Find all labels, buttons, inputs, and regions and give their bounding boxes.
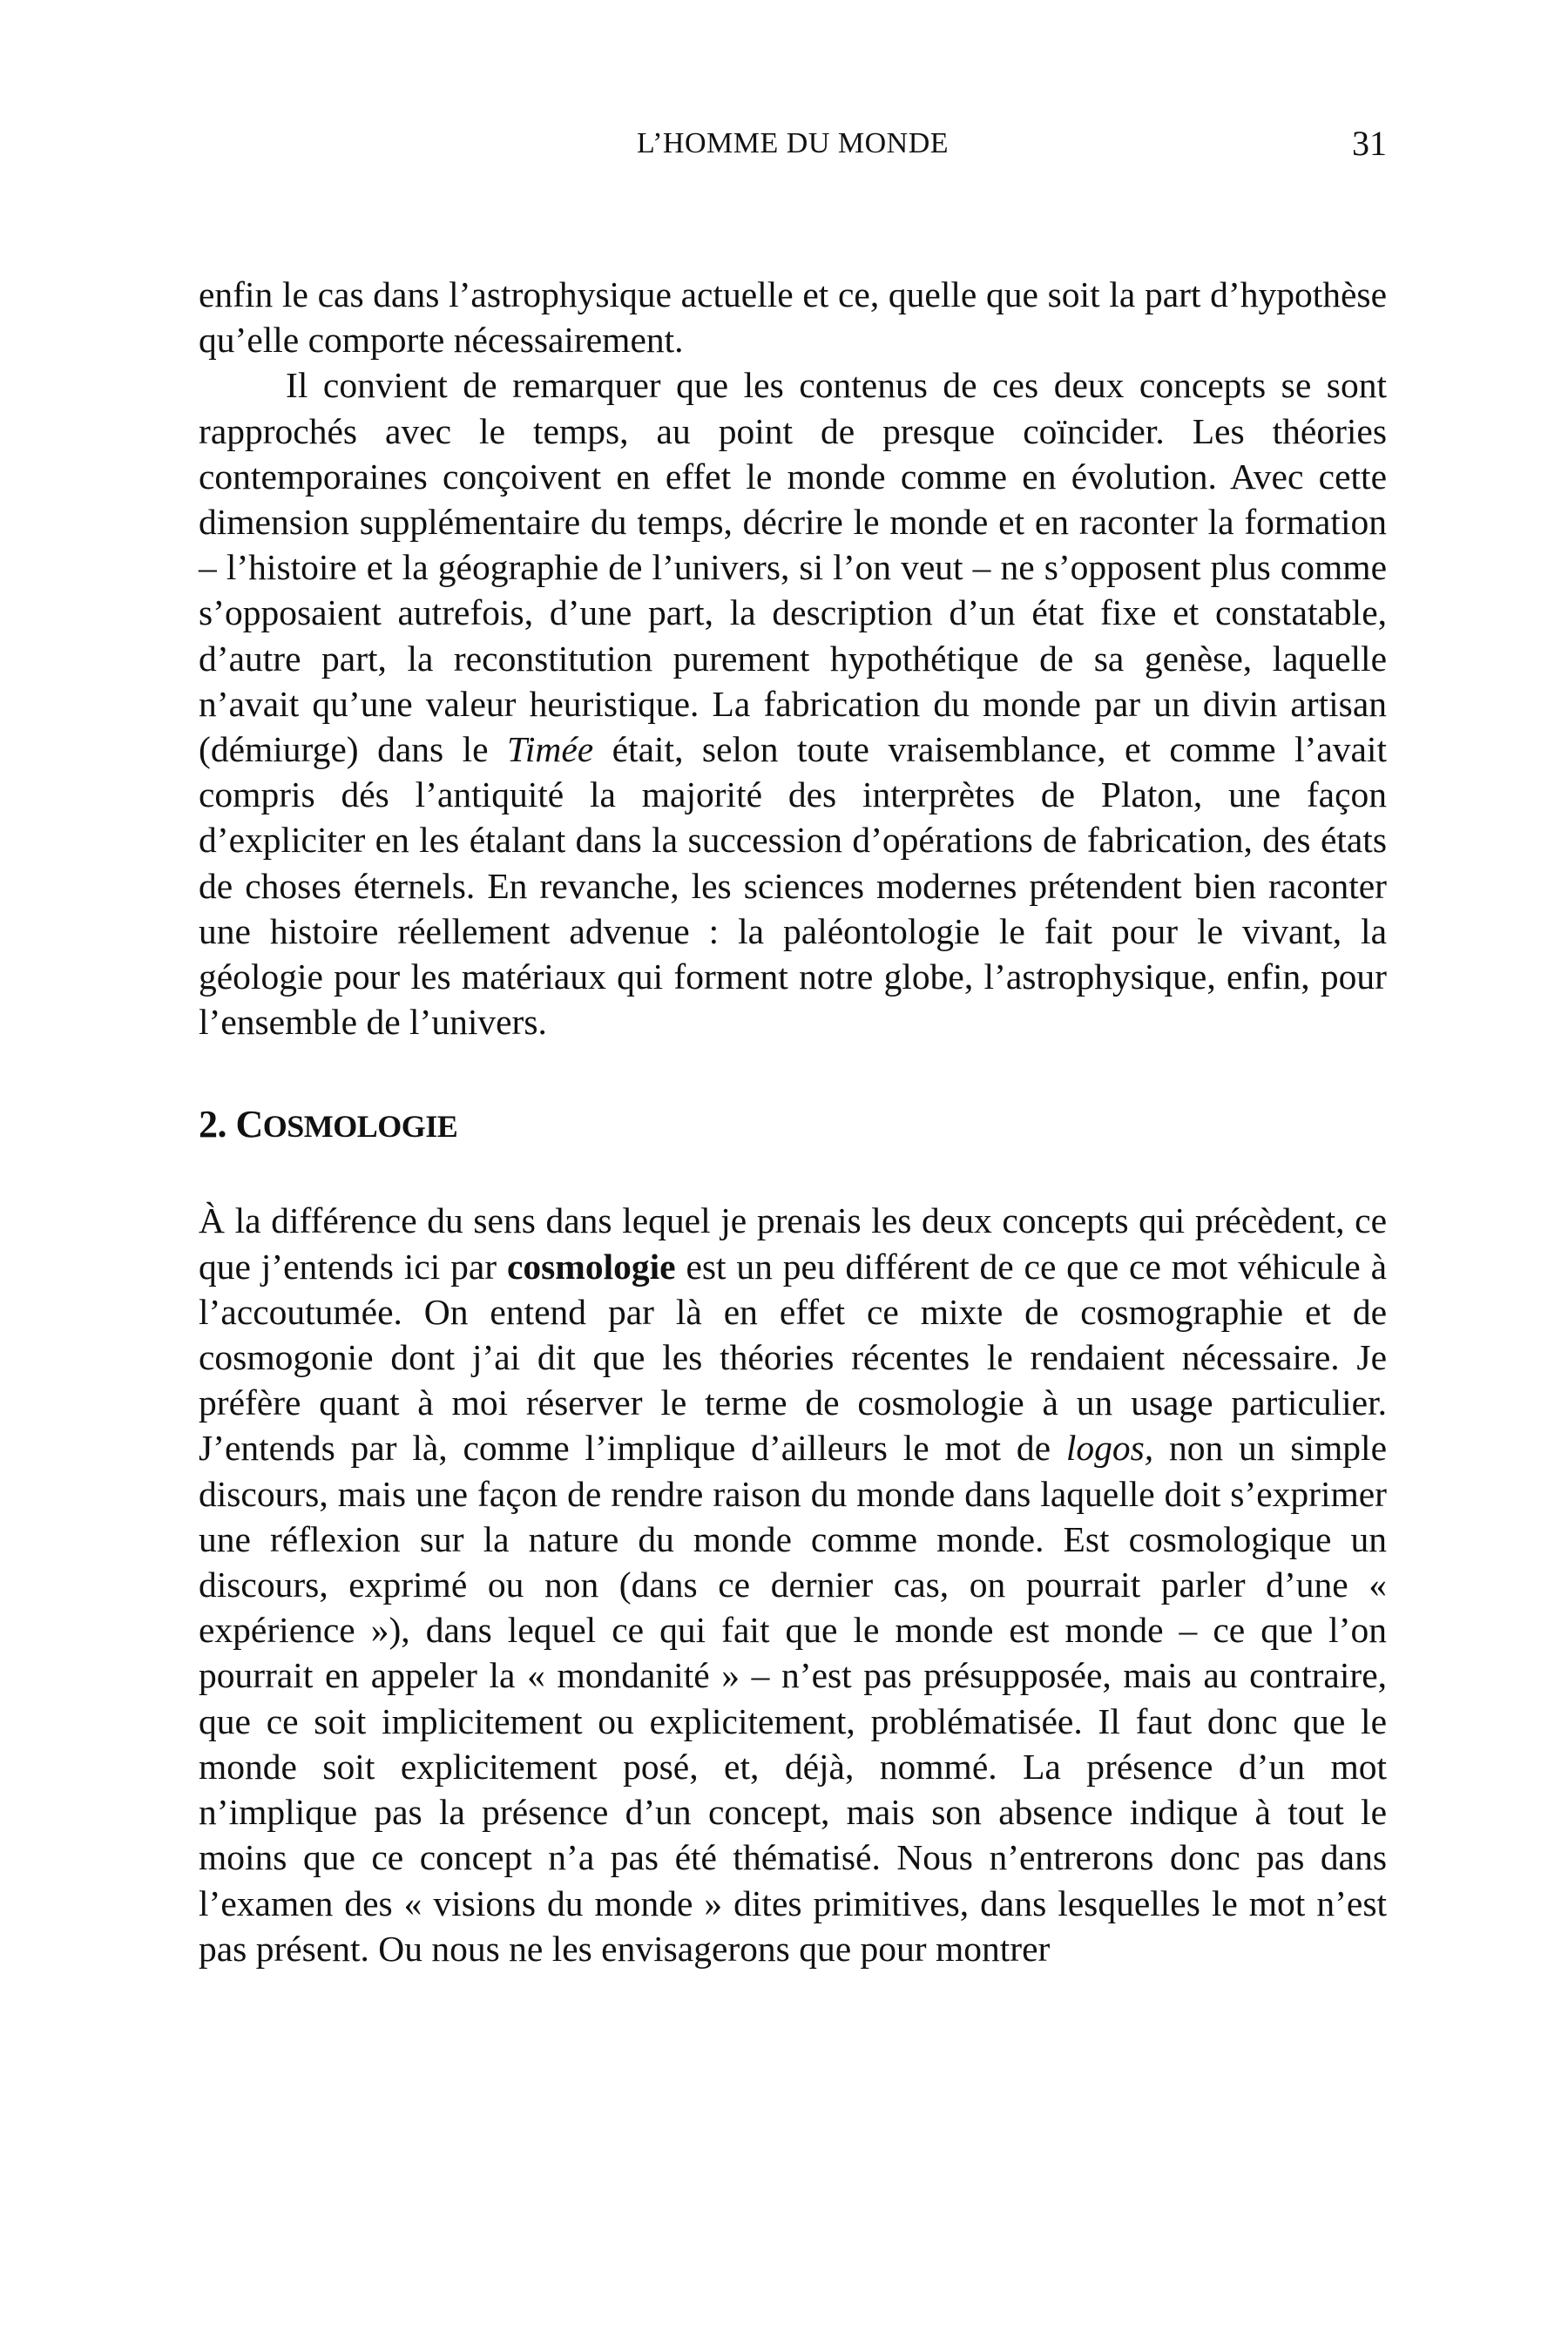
paragraph-text: était, selon toute vraisemblance, et comme l’avait compris dés l’antiquité la majorité des interprètes de Platon, une façon d’expliciter en les étalant dans la succession d’opérations de fabrication, des états de choses éternels. En revanche, les sciences modernes prétendent bien raconter une histoire réellement advenue : la paléontologie le fait pour le vivant, la géologie pour les matériaux qui forment notre globe, l’astrophysique, enfin, pour l’ensemble de l’univers. (199, 729, 1387, 1043)
body-text (199, 272, 1387, 1971)
paragraph-text: enfin le cas dans l’astrophysique actuelle et ce, quelle que soit la part d’hypothèse qu’elle comporte nécessairement. (199, 274, 1387, 361)
running-header (199, 122, 1387, 174)
paragraph-cosmologie (199, 1198, 1387, 1970)
page-number: 31 (1352, 124, 1387, 163)
running-title: L’HOMME DU MONDE (636, 127, 950, 159)
section-title-rest: OSMOLOGIE (262, 1109, 458, 1145)
section-heading (199, 1098, 1387, 1152)
paragraph-text: Il convient de remarquer que les contenus de ces deux concepts se sont rapprochés avec le temps, au point de presque coïncider. Les théories contemporaines conçoivent en effet le monde comme en évolution. Avec cette dimension supplémentaire du temps, décrire le monde et en raconter la formation – l’histoire et la géographie de l’univers, si l’on veut – ne s’opposent plus comme s’opposaient autrefois, d’une part, la description d’un état fixe et constatable, d’autre part, la reconstitution purement hypothétique de sa genèse, laquelle n’avait qu’une valeur heuristique. La fabrication du monde par un divin artisan (démiurge) dans le (199, 365, 1387, 770)
paragraph-continuation (199, 272, 1387, 362)
paragraph-concepts (199, 362, 1387, 1044)
section-number: 2. (199, 1103, 236, 1146)
paragraph-text: est un peu différent de ce que ce mot véhicule à l’accoutumée. On entend par là en effet ce mixte de cosmographie et de cosmogonie dont j’ai dit que les théories récentes le rendaient nécessaire. Je préfère quant à moi réserver le terme de cosmologie à un usage particulier. J’entends par là, comme l’implique d’ailleurs le mot de (199, 1246, 1387, 1469)
bold-term-cosmologie: cosmologie (506, 1246, 676, 1287)
section-title-initial: C (235, 1103, 263, 1146)
italic-title-timee: Timée (507, 729, 594, 770)
paragraph-text: non un simple discours, mais une façon de rendre raison du monde dans laquelle doit s’exprimer une réflexion sur la nature du monde comme monde. Est cosmologique un discours, exprimé ou non (dans ce dernier cas, on pourrait parler d’une « expérience »), dans lequel ce qui fait que le monde est monde – ce que l’on pourrait en appeler la « mondanité » – n’est pas présupposée, mais au contraire, que ce soit implicitement ou explicitement, problématisée. Il faut donc que le monde soit explicitement posé, et, déjà, nommé. La présence d’un mot n’implique pas la présence d’un concept, mais son absence indique à tout le moins que ce concept n’a pas été thématisé. Nous n’entrerons donc pas dans l’examen des « visions du monde » dites primitives, dans lesquelles le mot n’est pas présent. Ou nous ne les envisagerons que pour montrer (199, 1428, 1387, 1969)
italic-term-logos: logos, (1065, 1428, 1154, 1469)
paragraph-text: À la différence du sens dans lequel je prenais les deux concepts qui précèdent, ce que j’entends ici par (199, 1200, 1387, 1287)
